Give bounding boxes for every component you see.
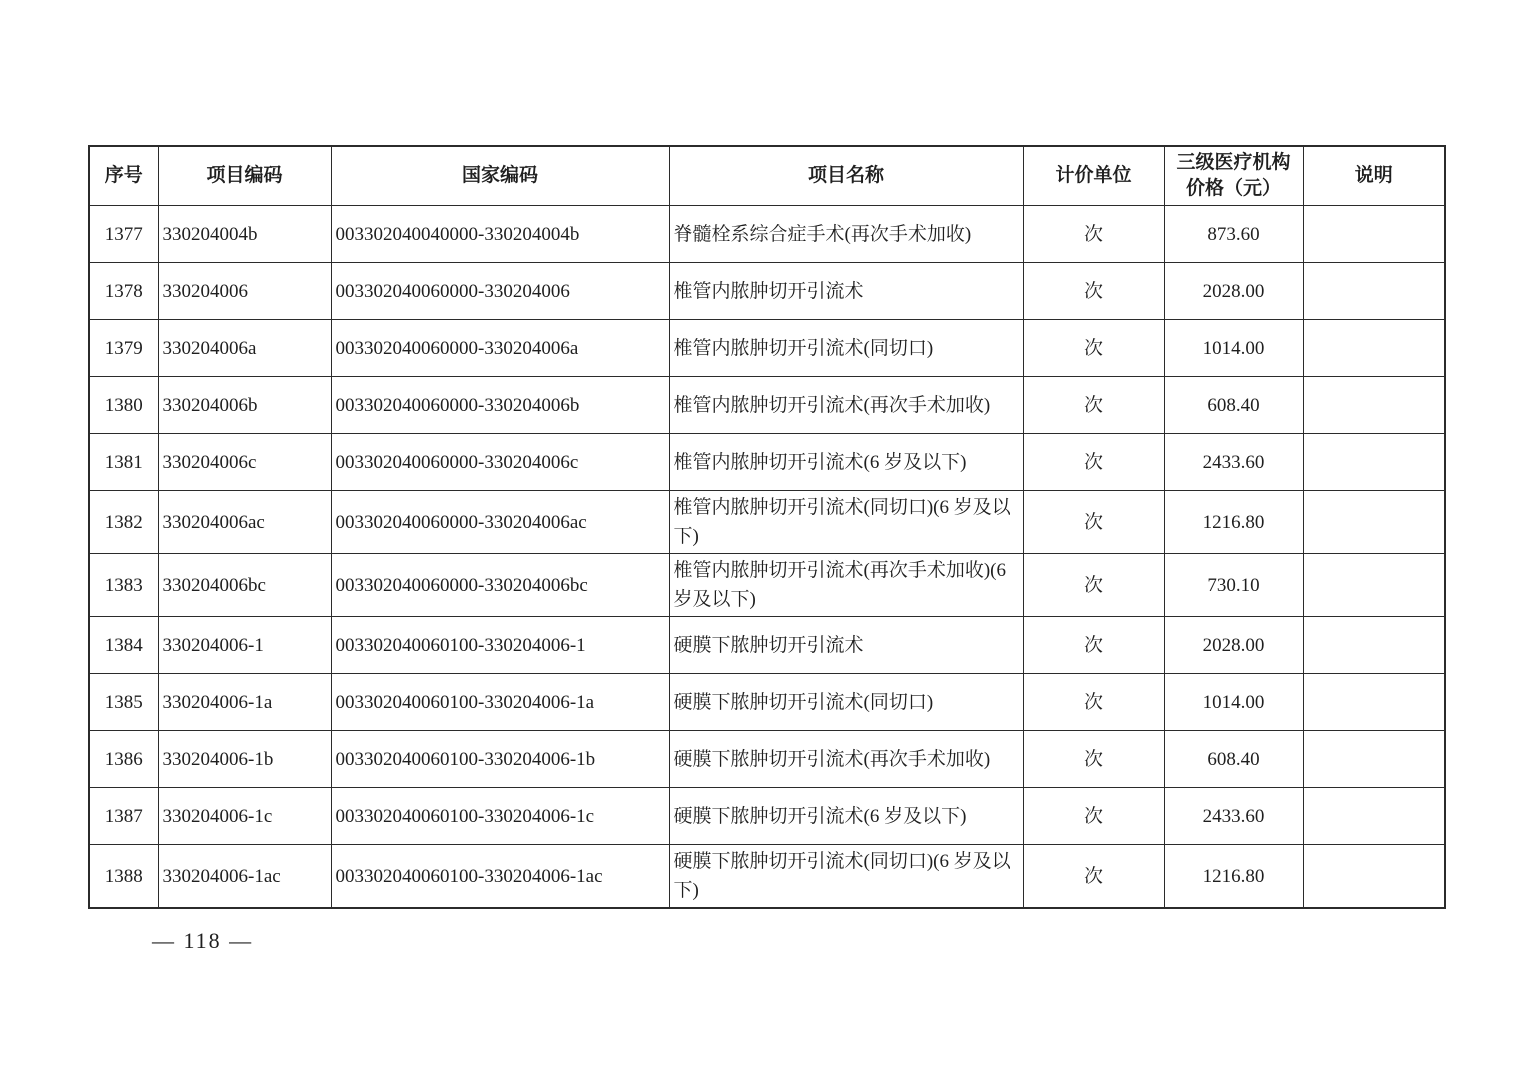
cell-item-code: 330204006-1b	[158, 731, 331, 788]
cell-unit: 次	[1023, 674, 1164, 731]
cell-price: 2433.60	[1164, 434, 1303, 491]
cell-item-name: 硬膜下脓肿切开引流术(同切口)(6 岁及以下)	[669, 845, 1023, 909]
cell-item-code: 330204006ac	[158, 491, 331, 554]
cell-item-name: 脊髓栓系综合症手术(再次手术加收)	[669, 206, 1023, 263]
cell-national-code: 003302040060000-330204006ac	[331, 491, 669, 554]
cell-item-code: 330204004b	[158, 206, 331, 263]
cell-item-code: 330204006	[158, 263, 331, 320]
page-number: — 118 —	[152, 928, 254, 953]
cell-price: 1014.00	[1164, 674, 1303, 731]
cell-seq: 1380	[89, 377, 158, 434]
cell-national-code: 003302040040000-330204004b	[331, 206, 669, 263]
cell-seq: 1383	[89, 554, 158, 617]
cell-price: 1216.80	[1164, 845, 1303, 909]
table-row	[89, 320, 1445, 377]
cell-item-name: 椎管内脓肿切开引流术(6 岁及以下)	[669, 434, 1023, 491]
cell-unit: 次	[1023, 731, 1164, 788]
cell-price: 873.60	[1164, 206, 1303, 263]
cell-note	[1303, 263, 1445, 320]
table-row	[89, 674, 1445, 731]
header-national-code: 国家编码	[331, 146, 669, 206]
cell-note	[1303, 206, 1445, 263]
cell-item-code: 330204006bc	[158, 554, 331, 617]
cell-seq: 1385	[89, 674, 158, 731]
cell-note	[1303, 788, 1445, 845]
cell-item-name: 硬膜下脓肿切开引流术(同切口)	[669, 674, 1023, 731]
cell-seq: 1388	[89, 845, 158, 909]
cell-unit: 次	[1023, 788, 1164, 845]
table-row	[89, 434, 1445, 491]
cell-item-name: 椎管内脓肿切开引流术(同切口)(6 岁及以下)	[669, 491, 1023, 554]
cell-unit: 次	[1023, 206, 1164, 263]
table-row	[89, 206, 1445, 263]
table-row	[89, 845, 1445, 909]
cell-item-name: 椎管内脓肿切开引流术(再次手术加收)	[669, 377, 1023, 434]
cell-national-code: 003302040060100-330204006-1c	[331, 788, 669, 845]
cell-price: 2433.60	[1164, 788, 1303, 845]
cell-price: 1216.80	[1164, 491, 1303, 554]
cell-note	[1303, 491, 1445, 554]
cell-note	[1303, 845, 1445, 909]
cell-seq: 1384	[89, 617, 158, 674]
cell-unit: 次	[1023, 320, 1164, 377]
cell-note	[1303, 320, 1445, 377]
table-row	[89, 617, 1445, 674]
cell-price: 730.10	[1164, 554, 1303, 617]
header-price-line2: 价格（元）	[1185, 178, 1281, 199]
cell-seq: 1377	[89, 206, 158, 263]
cell-unit: 次	[1023, 845, 1164, 909]
cell-price: 1014.00	[1164, 320, 1303, 377]
cell-national-code: 003302040060000-330204006c	[331, 434, 669, 491]
header-item-name: 项目名称	[669, 146, 1023, 206]
cell-item-code: 330204006-1ac	[158, 845, 331, 909]
cell-seq: 1379	[89, 320, 158, 377]
cell-unit: 次	[1023, 263, 1164, 320]
cell-unit: 次	[1023, 617, 1164, 674]
cell-national-code: 003302040060000-330204006	[331, 263, 669, 320]
table-row	[89, 788, 1445, 845]
cell-item-name: 硬膜下脓肿切开引流术(6 岁及以下)	[669, 788, 1023, 845]
cell-note	[1303, 674, 1445, 731]
table-row	[89, 377, 1445, 434]
table-row	[89, 263, 1445, 320]
cell-national-code: 003302040060100-330204006-1ac	[331, 845, 669, 909]
cell-seq: 1387	[89, 788, 158, 845]
cell-item-code: 330204006b	[158, 377, 331, 434]
cell-item-code: 330204006-1a	[158, 674, 331, 731]
cell-price: 608.40	[1164, 731, 1303, 788]
cell-national-code: 003302040060100-330204006-1a	[331, 674, 669, 731]
table-row	[89, 491, 1445, 554]
cell-seq: 1381	[89, 434, 158, 491]
cell-price: 2028.00	[1164, 263, 1303, 320]
cell-item-name: 椎管内脓肿切开引流术	[669, 263, 1023, 320]
cell-note	[1303, 377, 1445, 434]
table-row	[89, 554, 1445, 617]
header-note: 说明	[1303, 146, 1445, 206]
cell-item-name: 椎管内脓肿切开引流术(同切口)	[669, 320, 1023, 377]
cell-note	[1303, 731, 1445, 788]
header-price-line1: 三级医疗机构	[1176, 152, 1291, 173]
cell-unit: 次	[1023, 491, 1164, 554]
cell-item-code: 330204006-1c	[158, 788, 331, 845]
cell-note	[1303, 434, 1445, 491]
cell-item-code: 330204006a	[158, 320, 331, 377]
cell-unit: 次	[1023, 434, 1164, 491]
cell-seq: 1382	[89, 491, 158, 554]
cell-national-code: 003302040060100-330204006-1b	[331, 731, 669, 788]
table-row	[89, 731, 1445, 788]
cell-national-code: 003302040060100-330204006-1	[331, 617, 669, 674]
cell-item-code: 330204006c	[158, 434, 331, 491]
cell-price: 2028.00	[1164, 617, 1303, 674]
cell-national-code: 003302040060000-330204006a	[331, 320, 669, 377]
header-item-code: 项目编码	[158, 146, 331, 206]
cell-item-code: 330204006-1	[158, 617, 331, 674]
cell-item-name: 硬膜下脓肿切开引流术	[669, 617, 1023, 674]
cell-seq: 1378	[89, 263, 158, 320]
cell-item-name: 硬膜下脓肿切开引流术(再次手术加收)	[669, 731, 1023, 788]
header-price	[1164, 146, 1303, 206]
cell-seq: 1386	[89, 731, 158, 788]
cell-unit: 次	[1023, 554, 1164, 617]
cell-item-name: 椎管内脓肿切开引流术(再次手术加收)(6 岁及以下)	[669, 554, 1023, 617]
cell-note	[1303, 554, 1445, 617]
header-seq: 序号	[89, 146, 158, 206]
price-table	[88, 145, 1446, 909]
cell-note	[1303, 617, 1445, 674]
header-unit: 计价单位	[1023, 146, 1164, 206]
cell-national-code: 003302040060000-330204006bc	[331, 554, 669, 617]
cell-price: 608.40	[1164, 377, 1303, 434]
cell-unit: 次	[1023, 377, 1164, 434]
table-header-row	[89, 146, 1445, 206]
cell-national-code: 003302040060000-330204006b	[331, 377, 669, 434]
